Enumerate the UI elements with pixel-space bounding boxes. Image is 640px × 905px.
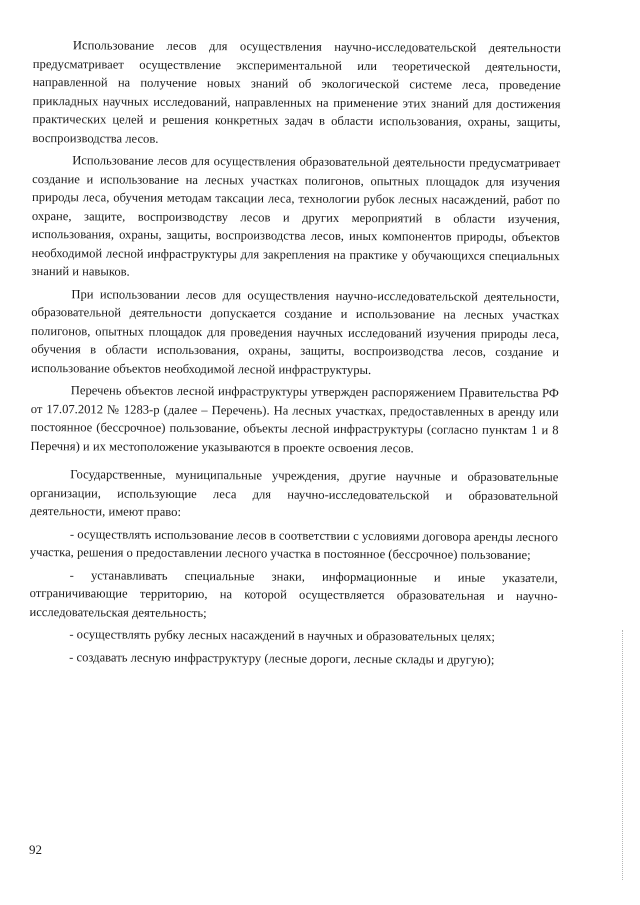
list-item: - осуществлять рубку лесных насаждений в научных и образовательных целях; (69, 627, 495, 644)
paragraph: Использование лесов для осуществления научно-исследовательской деятельности предусматривает осуществление экспериментальной или теоретической деятельности, направленной на получение новых знаний об экологической системе леса, проведение прикладных научных исследований, направленных на применение этих знаний для достижения практических целей и решения конкретных задач в области использования, охраны, защиты, воспроизводства лесов. (32, 38, 561, 146)
page-number: 92 (29, 842, 42, 857)
paragraph: Государственные, муниципальные учреждения, другие научные и образовательные организации, использующие леса для научно-исследовательской и образовательной деятельности, имеют право: (30, 467, 559, 519)
list-item: - устанавливать специальные знаки, информационные и иные указатели, отграничивающие территорию, на которой осуществляется образовательная и научно-исследовательская деятельность; (29, 567, 558, 620)
list-item: - создавать лесную инфраструктуру (лесные дороги, лесные склады и другую); (69, 649, 495, 667)
paragraph: Перечень объектов лесной инфраструктуры утвержден распоряжением Правительства РФ от 17.07.2012 № 1283-р (далее – Перечень). На лесных участках, предоставленных в аренду или постоянное (бессрочное) пользование, объекты лесной инфраструктуры (согласно пунктам 1 и 8 Перечня) и их местоположение указываются в проекте освоения лесов. (30, 383, 559, 455)
body-text (29, 36, 561, 673)
list-item: - осуществлять использование лесов в соответствии с условиями договора аренды лесного участка, решения о предоставлении лесного участка в постоянное (бессрочное) пользование; (29, 526, 558, 563)
paragraph: При использовании лесов для осуществления научно-исследовательской деятельности, образовательной деятельности допускается создание и использование на лесных участках полигонов, опытных площадок для проведения научных исследований изучения природы леса, обучения в области использования, охраны, защиты, воспроизводства лесов, создание и использование объектов необходимой лесной инфраструктуры. (30, 286, 560, 377)
paragraph: Использование лесов для осуществления образовательной деятельности предусматривает создание и использование на лесных участках полигонов, опытных площадок для изучения природы леса, обучения методам таксации леса, технологии рубок лесных насаждений, работ по охране, защите, воспроизводству лесов и других мероприятий в области изучения, использования, охраны, защиты, воспроизводства лесов, иных компонентов природы, объектов необходимой лесной инфраструктуры для закрепления на практике у обучающихся специальных знаний и навыков. (31, 153, 561, 279)
scan-margin-marks (622, 630, 627, 880)
